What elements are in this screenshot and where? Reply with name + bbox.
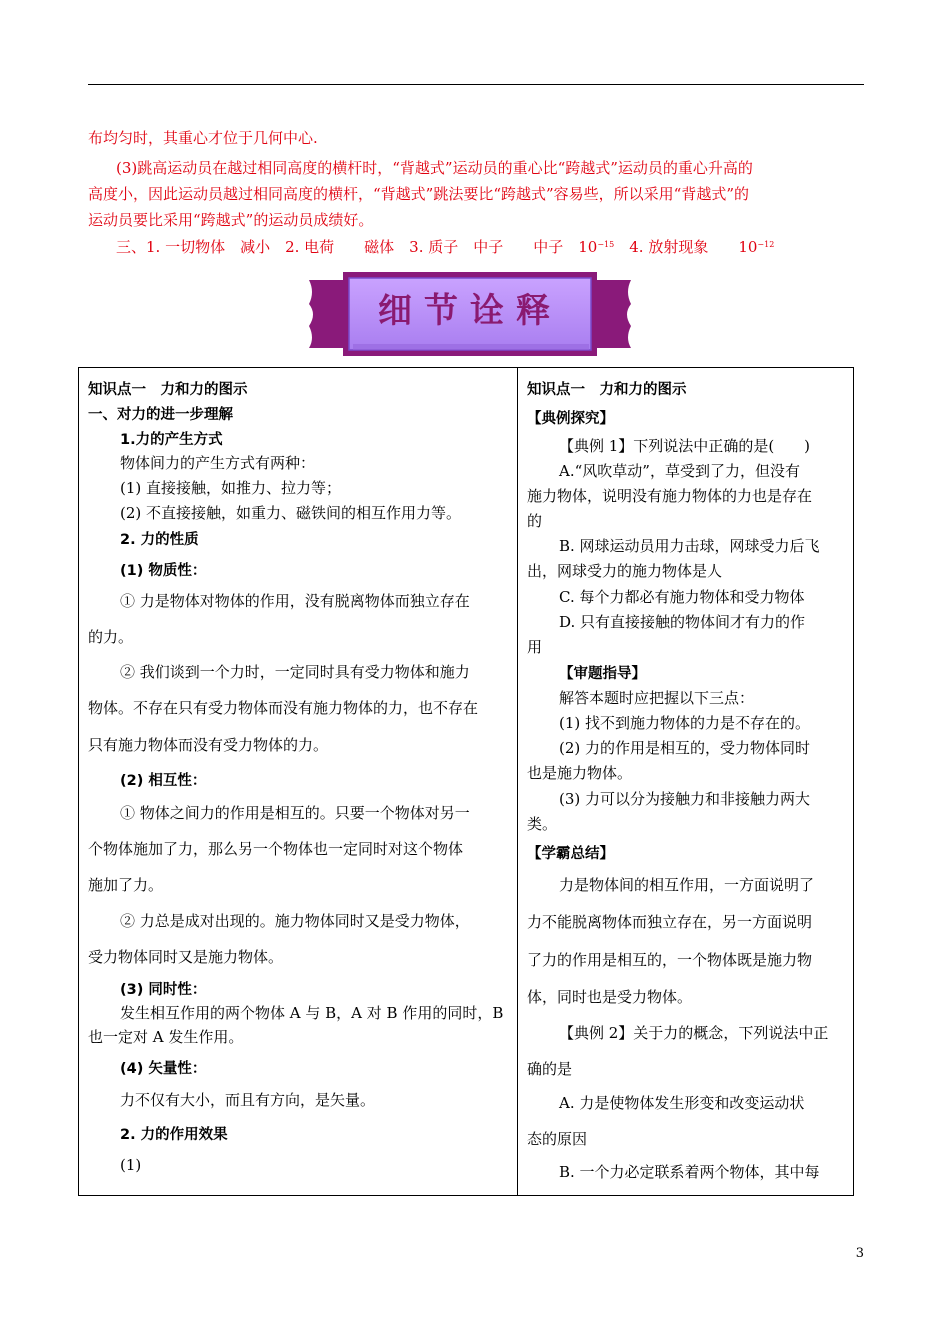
option-line: C. 每个力都必有施力物体和受力物体 <box>559 588 805 606</box>
option-line: D. 只有直接接触的物体间才有力的作 <box>559 613 806 631</box>
option-line: 态的原因 <box>527 1130 588 1148</box>
answer-line <box>88 234 864 260</box>
paragraph-line: (2) 力的作用是相互的，受力物体同时 <box>559 739 811 757</box>
section-label: 【审题指导】 <box>559 666 646 682</box>
paragraph-line: ② 我们谈到一个力时，一定同时具有受力物体和施力 <box>120 663 470 681</box>
page-number: 3 <box>855 1246 864 1261</box>
example-question: 【典例 2】关于力的概念，下列说法中正 <box>559 1024 829 1042</box>
option-line: 出，网球受力的施力物体是人 <box>527 562 723 580</box>
option-line: B. 网球运动员用力击球，网球受力后飞 <box>559 537 820 555</box>
section-heading: 一、对力的进一步理解 <box>88 407 233 423</box>
paragraph-line: 了力的作用是相互的，一个物体既是施力物 <box>527 951 813 969</box>
paragraph-line: (1) 找不到施力物体的力是不存在的。 <box>559 714 811 732</box>
banner-title: 细节诠释 <box>378 291 562 331</box>
paragraph-line: 发生相互作用的两个物体 A 与 B，A 对 B 作用的同时，B <box>120 1004 504 1022</box>
section-label: 【典例探究】 <box>527 411 614 427</box>
section-label: 【学霸总结】 <box>527 846 614 862</box>
paragraph-line: 的力。 <box>88 628 134 646</box>
knowledge-point-title: 知识点一 力和力的图示 <box>88 382 248 398</box>
paragraph-line: (3) 力可以分为接触力和非接触力两大 <box>559 790 811 808</box>
paragraph-line: 力不能脱离物体而独立存在，另一方面说明 <box>527 913 813 931</box>
header-rule <box>88 84 864 85</box>
paragraph-line: 个物体施加了力，那么另一个物体也一定同时对这个物体 <box>88 840 464 858</box>
exponent: −15 <box>597 240 615 249</box>
paragraph-line: 只有施力物体而没有受力物体的力。 <box>88 736 329 754</box>
paragraph-line: ② 力总是成对出现的。施力物体同时又是受力物体， <box>120 912 470 930</box>
paragraph-line: ① 物体之间力的作用是相互的。只要一个物体对另一 <box>120 804 470 822</box>
subheading: 1.力的产生方式 <box>120 432 223 448</box>
subheading: (3) 同时性： <box>120 982 207 998</box>
answers-part-b: 4. 放射现象 10 <box>614 238 758 256</box>
intro-line: 运动员要比采用“跨越式”的运动员成绩好。 <box>88 211 374 229</box>
option-line: 用 <box>527 638 543 656</box>
paragraph-line: (1) <box>120 1156 142 1174</box>
exponent: −12 <box>757 240 775 249</box>
paragraph-line: ① 力是物体对物体的作用，没有脱离物体而独立存在 <box>120 592 470 610</box>
knowledge-point-title: 知识点一 力和力的图示 <box>527 382 687 398</box>
paragraph-line: 也是施力物体。 <box>527 764 633 782</box>
paragraph-line: (1) 直接接触，如推力、拉力等； <box>120 479 342 497</box>
paragraph-line: 物体。不存在只有受力物体而没有施力物体的力，也不存在 <box>88 699 479 717</box>
paragraph-line: 类。 <box>527 815 558 833</box>
example-question: 【典例 1】下列说法中正确的是( ) <box>559 437 811 455</box>
option-line: A. 力是使物体发生形变和改变运动状 <box>559 1094 805 1112</box>
paragraph-line: 力是物体间的相互作用，一方面说明了 <box>559 876 815 894</box>
paragraph-line: 受力物体同时又是施力物体。 <box>88 948 284 966</box>
paragraph-line: 也一定对 A 发生作用。 <box>88 1028 244 1046</box>
option-line: 施力物体，说明没有施力物体的力也是存在 <box>527 487 813 505</box>
option-line: B. 一个力必定联系着两个物体，其中每 <box>559 1163 820 1181</box>
option-line: A.“风吹草动”，草受到了力，但没有 <box>559 462 800 480</box>
subheading: (2) 相互性： <box>120 773 207 789</box>
paragraph-line: 体，同时也是受力物体。 <box>527 988 693 1006</box>
subheading: 2. 力的性质 <box>120 532 199 548</box>
subheading: (1) 物质性： <box>120 563 207 579</box>
intro-line: 高度小，因此运动员越过相同高度的横杆，“背越式”跳法要比“跨越式”容易些，所以采用“背越式”的 <box>88 185 750 203</box>
paragraph-line: 物体间力的产生方式有两种： <box>120 454 316 472</box>
intro-line: 布均匀时，其重心才位于几何中心. <box>88 129 318 147</box>
table-divider <box>517 367 518 1196</box>
paragraph-line: 确的是 <box>527 1060 573 1078</box>
paragraph-line: 力不仅有大小，而且有方向，是矢量。 <box>120 1091 376 1109</box>
subheading: (4) 矢量性： <box>120 1061 207 1077</box>
paragraph-line: 解答本题时应把握以下三点： <box>559 689 755 707</box>
option-line: 的 <box>527 512 543 530</box>
paragraph-line: 施加了力。 <box>88 876 164 894</box>
section-banner <box>303 268 637 360</box>
intro-line: (3)跳高运动员在越过相同高度的横杆时，“背越式”运动员的重心比“跨越式”运动员的重心升高的 <box>116 159 753 177</box>
paragraph-line: (2) 不直接接触，如重力、磁铁间的相互作用力等。 <box>120 504 462 522</box>
subheading: 2. 力的作用效果 <box>120 1127 228 1143</box>
answers-part-a: 三、1. 一切物体 减小 2. 电荷 磁体 3. 质子 中子 中子 10 <box>116 238 598 256</box>
